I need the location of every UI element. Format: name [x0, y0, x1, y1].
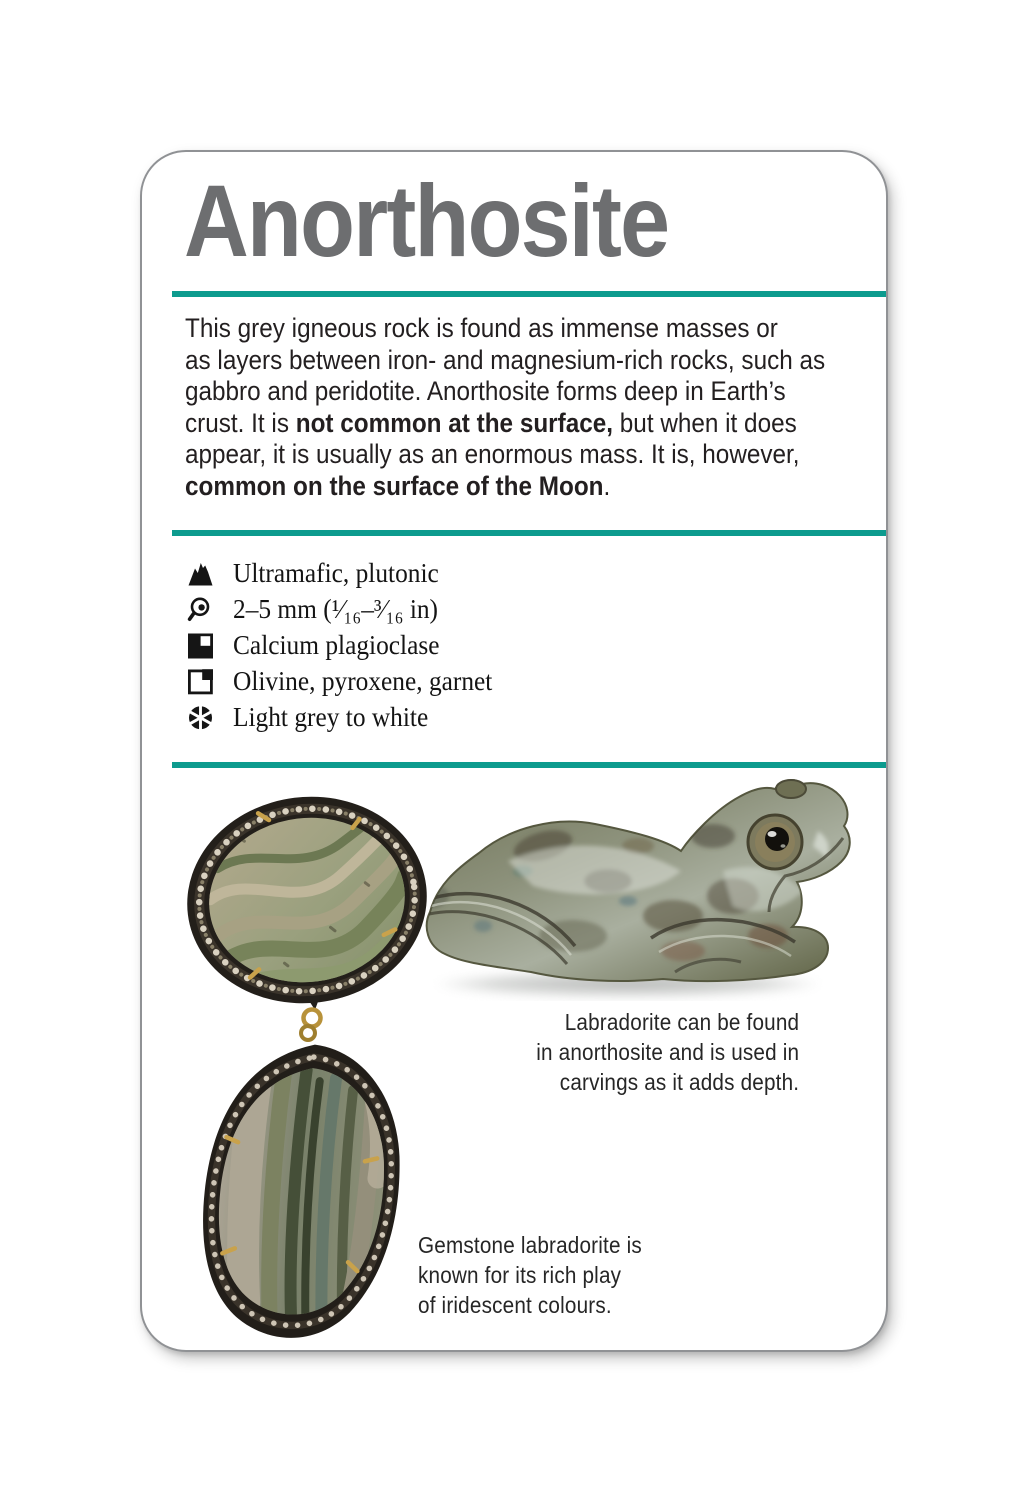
gemstone-caption: Gemstone labradorite is known for its rich play of iridescent colours.: [418, 1232, 642, 1318]
divider-rule-bottom: [172, 762, 886, 768]
fact-label: Ultramafic, plutonic: [233, 557, 439, 588]
fact-row-major-minerals: [187, 627, 509, 663]
labradorite-earring-photo: [180, 792, 455, 1352]
frog-caption: Labradorite can be found in anorthosite and is used in carvings as it adds depth.: [536, 1009, 799, 1095]
magnifier-icon: [187, 596, 214, 623]
divider-rule-middle: [172, 530, 886, 536]
labradorite-frog-carving-photo: [423, 776, 855, 1014]
fact-row-minor-minerals: [187, 663, 509, 699]
mountain-icon: [187, 560, 214, 587]
description: This grey igneous rock is found as immense masses or as layers between iron- and magnesium-rich rocks, such as gabbro and peridotite. Anorthosite forms deep in Earth’s crust. It is not common at the surface, but when it does appear, it is usually as an enormous mass. It is, however, common on the surface of the Moon.: [185, 313, 826, 501]
fact-row-rock-type: [187, 555, 509, 591]
fact-row-colour: [187, 699, 509, 735]
fact-label: Light grey to white: [233, 701, 429, 732]
major-minerals-icon: [187, 632, 214, 659]
divider-rule-top: [172, 291, 886, 297]
minor-minerals-icon: [187, 668, 214, 695]
colour-wheel-icon: [187, 704, 214, 731]
fact-row-grain-size: [187, 591, 509, 627]
fact-label: Calcium plagioclase: [233, 629, 440, 660]
fact-label: Olivine, pyroxene, garnet: [233, 665, 493, 696]
page-title: Anorthosite: [184, 164, 669, 278]
rock-info-card: [140, 150, 888, 1352]
fact-label: 2–5 mm (¹⁄₁₆–³⁄₁₆ in): [233, 593, 439, 624]
fact-list: [187, 555, 509, 735]
